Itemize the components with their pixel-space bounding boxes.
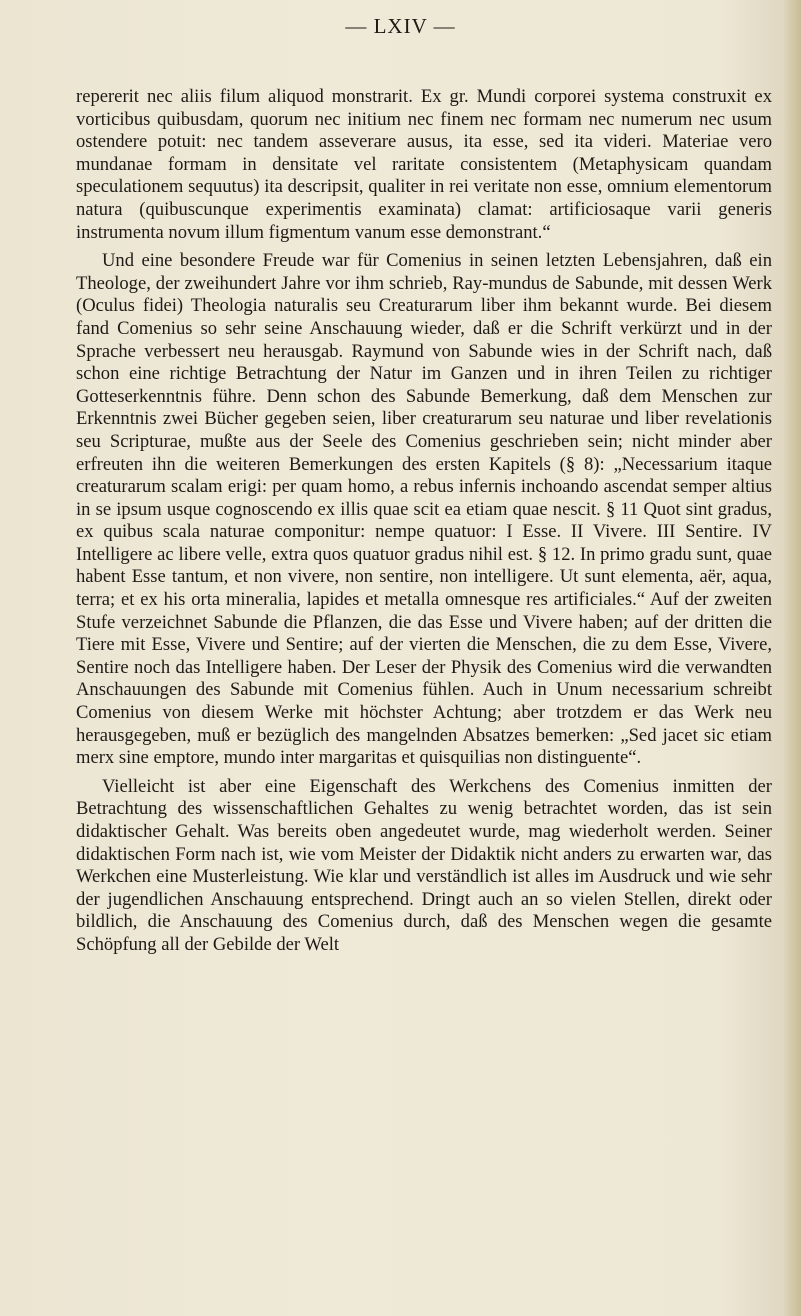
- paragraph-latin-quote: repererit nec aliis filum aliquod monstrarit. Ex gr. Mundi corporei systema construxit ex vorticibus quibusdam, quorum nec initium nec finem nec formam nec numerum nec usum ostendere potuit: nec tandem asseverare ausus, ita esse, sed ita videri. Materiae vero mundanae formam in densitate vel raritate consistentem (Metaphysicam quandam speculationem sequutus) ita descripsit, qualiter in rei veritate non esse, omnium elementorum natura (quibuscunque experimentis examinata) clamat: artificiosaque varii generis instrumenta novum illum figmentum vanum esse demonstrant.“: [76, 86, 772, 243]
- page-edge-shadow: [783, 0, 801, 1316]
- page-number: — LXIV —: [345, 14, 456, 38]
- paragraph-sabunde: Und eine besondere Freude war für Comenius in seinen letzten Lebensjahren, daß ein Theologe, der zweihundert Jahre vor ihm schrieb, Ray-mundus de Sabunde, mit dessen Werk (Oculus fidei) Theologia naturalis seu Creaturarum liber ihm bekannt wurde. Bei diesem fand Comenius so sehr seine Anschauung wieder, daß er die Schrift verkürzt und in der Sprache verbessert neu herausgab. Raymund von Sabunde wies in der Schrift nach, daß schon eine richtige Betrachtung der Natur im Ganzen und in ihren Teilen zu richtiger Gotteserkenntnis führe. Denn schon des Sabunde Bemerkung, daß dem Menschen zur Erkenntnis zwei Bücher gegeben seien, liber creaturarum seu naturae und liber revelationis seu Scripturae, mußte aus der Seele des Comenius geschrieben sein; nicht minder aber erfreuten ihn die weiteren Bemerkungen des ersten Kapitels (§ 8): „Necessarium itaque creaturarum scalam erigi: per quam homo, a rebus infernis inchoando ascendat semper altius in se ipsum usque cognoscendo ex illis quae scit ea etiam quae nescit. § 11 Quot sint gradus, ex quibus scala naturae componitur: nempe quatuor: I Esse. II Vivere. III Sentire. IV Intelligere ac libere velle, extra quos quatuor gradus nihil est. § 12. In primo gradu sunt, quae habent Esse tantum, et non vivere, non sentire, non intelligere. Ut sunt elementa, aër, aqua, terra; et ex his orta mineralia, lapides et metalla omnesque res artificiales.“ Auf der zweiten Stufe verzeichnet Sabunde die Pflanzen, die das Esse und Vivere haben; auf der dritten die Tiere mit Esse, Vivere und Sentire; auf der vierten die Menschen, die zu dem Esse, Vivere, Sentire noch das Intelligere haben. Der Leser der Physik des Comenius wird die verwandten Anschauungen des Sabunde mit Comenius fühlen. Auch in Unum necessarium schreibt Comenius von diesem Werke mit höchster Achtung; aber trotzdem er das Werk neu herausgegeben, muß er bezüglich des mangelnden Absatzes bemerken: „Sed jacet sic etiam merx sine emptore, mundo inter margaritas et quisquilias non distinguente“.: [76, 250, 772, 769]
- paragraph-didactic: Vielleicht ist aber eine Eigenschaft des Werkchens des Comenius inmitten der Betrachtung des wissenschaftlichen Gehaltes zu wenig betrachtet worden, das ist sein didaktischer Gehalt. Was bereits oben angedeutet wurde, mag wiederholt werden. Seiner didaktischen Form nach ist, wie vom Meister der Didaktik nicht anders zu erwarten war, das Werkchen eine Musterleistung. Wie klar und verständlich ist alles im Ausdruck und wie sehr der jugendlichen Anschauung entsprechend. Dringt auch an so vielen Stellen, direkt oder bildlich, die Anschauung des Comenius durch, daß des Menschen wegen die gesamte Schöpfung all der Gebilde der Welt: [76, 775, 772, 955]
- body-text: [76, 86, 772, 957]
